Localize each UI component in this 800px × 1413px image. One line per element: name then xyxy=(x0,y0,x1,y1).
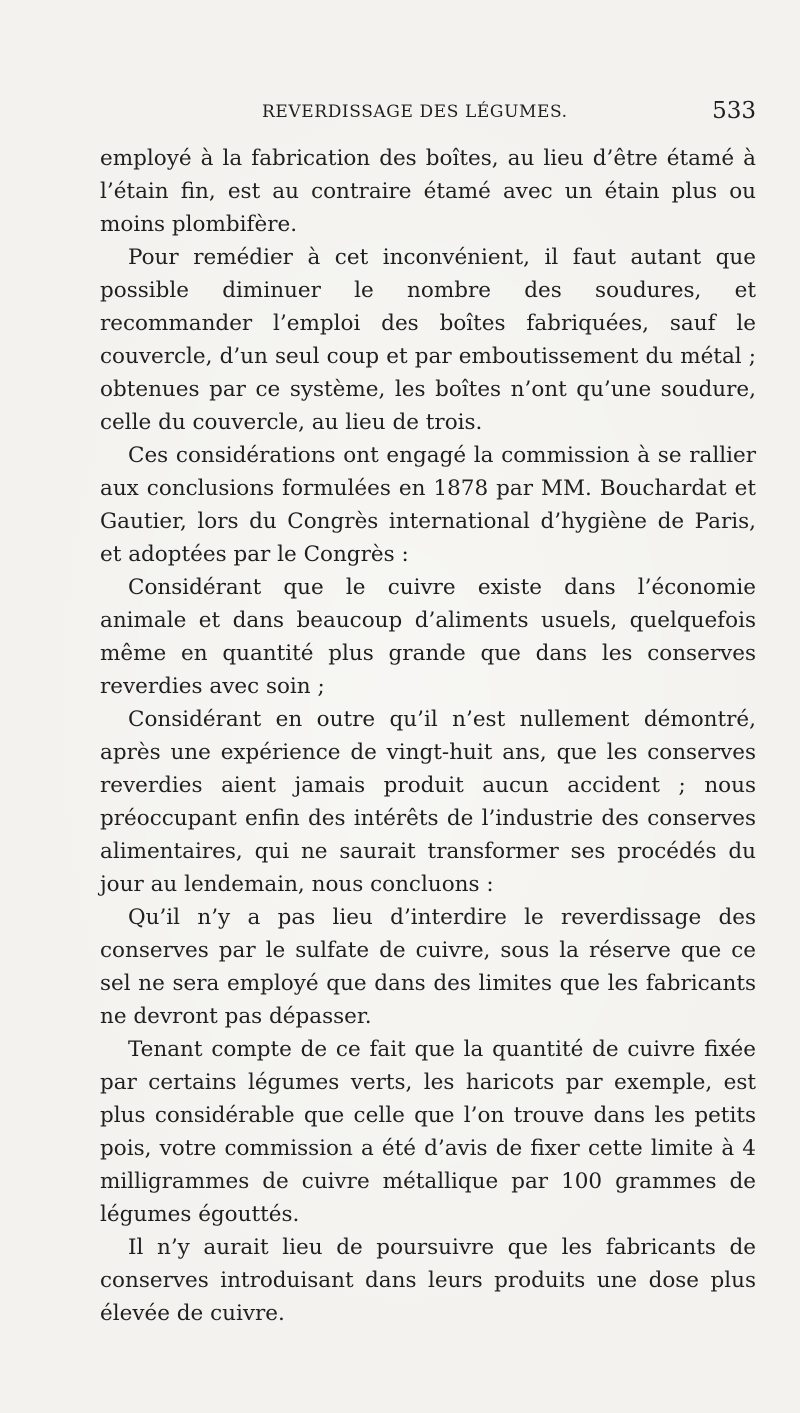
paragraph: Considérant en outre qu’il n’est nullement démontré, après une expérience de vingt-huit ans, que les conserves reverdies aient jamais produit aucun accident ; nous préoccupant enfin des intérêts de l’industrie des conserves alimentaires, qui ne saurait transformer ses procédés du jour au lendemain, nous concluons : xyxy=(100,707,756,897)
paragraph-continuation: employé à la fabrication des boîtes, au lieu d’être étamé à l’étain fin, est au contraire étamé avec un étain plus ou moins plombifère. xyxy=(100,146,756,237)
running-head: REVERDISSAGE DES LÉGUMES. xyxy=(262,102,568,122)
page-header xyxy=(100,96,756,130)
paragraph: Ces considérations ont engagé la commission à se rallier aux conclusions formulées en 1878 par MM. Bouchardat et Gautier, lors du Congrès international d’hygiène de Paris, et adoptées par le Congrès : xyxy=(100,443,756,567)
body-text xyxy=(100,142,756,1330)
paragraph: Pour remédier à cet inconvénient, il faut autant que possible diminuer le nombre des soudures, et recommander l’emploi des boîtes fabriquées, sauf le couvercle, d’un seul coup et par emboutissement du métal ; obtenues par ce système, les boîtes n’ont qu’une soudure, celle du couvercle, au lieu de trois. xyxy=(100,245,756,435)
paragraph: Tenant compte de ce fait que la quantité de cuivre fixée par certains légumes verts, les haricots par exemple, est plus considérable que celle que l’on trouve dans les petits pois, votre commission a été d’avis de fixer cette limite à 4 milligrammes de cuivre métallique par 100 grammes de légumes égouttés. xyxy=(100,1037,756,1227)
paragraph: Considérant que le cuivre existe dans l’économie animale et dans beaucoup d’aliments usuels, quelquefois même en quantité plus grande que dans les conserves reverdies avec soin ; xyxy=(100,575,756,699)
paragraph: Qu’il n’y a pas lieu d’interdire le reverdissage des conserves par le sulfate de cuivre, sous la réserve que ce sel ne sera employé que dans des limites que les fabricants ne devront pas dépasser. xyxy=(100,905,756,1029)
page-number: 533 xyxy=(712,98,756,124)
paragraph: Il n’y aurait lieu de poursuivre que les fabricants de conserves introduisant dans leurs produits une dose plus élevée de cuivre. xyxy=(100,1235,756,1326)
